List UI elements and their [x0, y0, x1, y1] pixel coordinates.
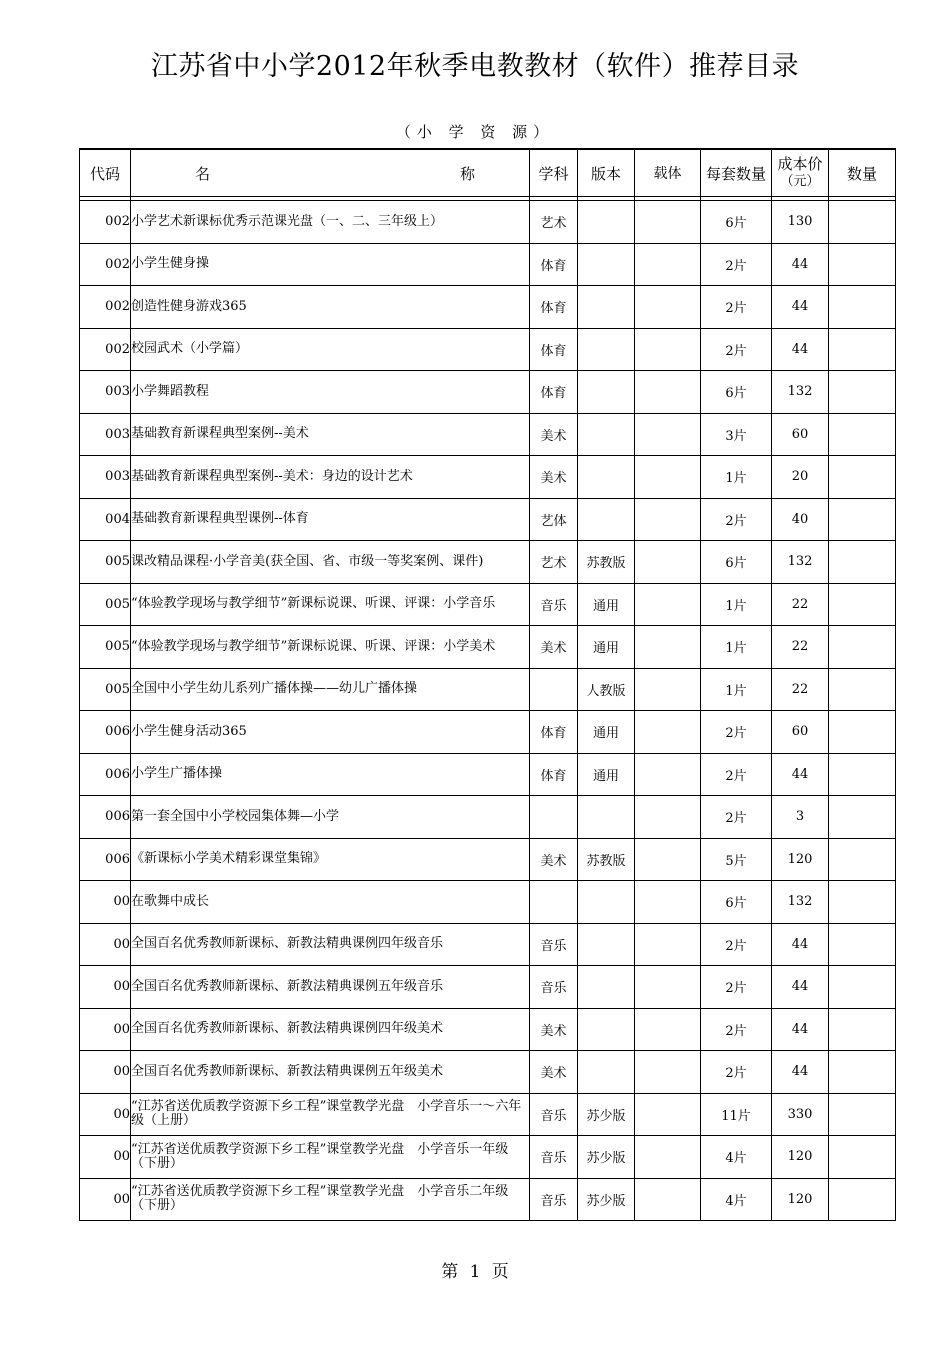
cell-name: 全国百名优秀教师新课标、新教法精典课例五年级音乐 — [131, 966, 530, 1009]
header-name-part1: 名 — [195, 164, 211, 183]
cell-edition — [578, 796, 635, 839]
cell-subject: 音乐 — [530, 583, 578, 626]
cell-medium — [635, 583, 701, 626]
cell-name: 全国百名优秀教师新课标、新教法精典课例四年级音乐 — [131, 923, 530, 966]
cell-set-count: 6片 — [701, 881, 772, 924]
cell-edition — [578, 881, 635, 924]
cell-cost: 3 — [772, 796, 829, 839]
cell-medium — [635, 456, 701, 499]
cell-subject: 艺体 — [530, 498, 578, 541]
cell-code: 00 — [80, 923, 131, 966]
table-row — [80, 966, 896, 1009]
cell-medium — [635, 881, 701, 924]
catalog-table — [79, 148, 896, 1221]
table-row — [80, 838, 896, 881]
cell-subject: 音乐 — [530, 966, 578, 1009]
cell-subject — [530, 881, 578, 924]
cell-quantity — [829, 838, 896, 881]
cell-subject — [530, 796, 578, 839]
cell-edition — [578, 1008, 635, 1051]
cell-medium — [635, 1136, 701, 1179]
table-row — [80, 498, 896, 541]
cell-cost: 120 — [772, 838, 829, 881]
cell-code: 006 — [80, 711, 131, 754]
cell-code: 002 — [80, 328, 131, 371]
cell-subject: 美术 — [530, 626, 578, 669]
cell-name: 校园武术（小学篇） — [131, 328, 530, 371]
cell-cost: 120 — [772, 1136, 829, 1179]
cell-medium — [635, 1008, 701, 1051]
cell-medium — [635, 371, 701, 414]
header-code: 代码 — [80, 149, 131, 197]
cell-quantity — [829, 626, 896, 669]
cell-code: 004 — [80, 498, 131, 541]
cell-edition — [578, 923, 635, 966]
cell-cost: 44 — [772, 753, 829, 796]
cell-code: 006 — [80, 796, 131, 839]
cell-set-count: 2片 — [701, 966, 772, 1009]
cell-quantity — [829, 1136, 896, 1179]
cell-code: 00 — [80, 1136, 131, 1179]
cell-subject — [530, 668, 578, 711]
cell-edition — [578, 286, 635, 329]
cell-name: 基础教育新课程典型案例--美术 — [131, 413, 530, 456]
cell-cost: 60 — [772, 711, 829, 754]
cell-cost: 22 — [772, 668, 829, 711]
cell-quantity — [829, 456, 896, 499]
cell-quantity — [829, 1178, 896, 1221]
cell-edition — [578, 413, 635, 456]
cell-edition — [578, 371, 635, 414]
cell-medium — [635, 413, 701, 456]
cell-edition: 苏教版 — [578, 541, 635, 584]
cell-subject: 音乐 — [530, 1136, 578, 1179]
cell-set-count: 1片 — [701, 583, 772, 626]
cell-medium — [635, 966, 701, 1009]
cell-subject: 体育 — [530, 243, 578, 286]
cell-medium — [635, 286, 701, 329]
cell-set-count: 11片 — [701, 1093, 772, 1136]
cell-set-count: 1片 — [701, 668, 772, 711]
table-row — [80, 1093, 896, 1136]
cell-cost: 44 — [772, 328, 829, 371]
cell-name: 在歌舞中成长 — [131, 881, 530, 924]
cell-subject: 体育 — [530, 328, 578, 371]
cell-set-count: 2片 — [701, 286, 772, 329]
header-cost — [772, 149, 829, 197]
cell-quantity — [829, 668, 896, 711]
table-row — [80, 541, 896, 584]
cell-code: 003 — [80, 371, 131, 414]
cell-name: 第一套全国中小学校园集体舞—小学 — [131, 796, 530, 839]
cell-name: “江苏省送优质教学资源下乡工程”课堂教学光盘 小学音乐二年级（下册） — [131, 1178, 530, 1221]
page-number: 第 1 页 — [441, 1262, 509, 1282]
cell-code: 00 — [80, 1178, 131, 1221]
cell-cost: 44 — [772, 286, 829, 329]
table-row — [80, 626, 896, 669]
cell-name: “体验教学现场与教学细节”新课标说课、听课、评课：小学美术 — [131, 626, 530, 669]
cell-set-count: 2片 — [701, 243, 772, 286]
cell-quantity — [829, 286, 896, 329]
cell-quantity — [829, 923, 896, 966]
cell-cost: 132 — [772, 371, 829, 414]
table-row — [80, 286, 896, 329]
cell-subject: 体育 — [530, 753, 578, 796]
cell-subject: 艺术 — [530, 541, 578, 584]
cell-medium — [635, 1051, 701, 1094]
cell-code: 002 — [80, 286, 131, 329]
cell-name: 基础教育新课程典型案例--美术：身边的设计艺术 — [131, 456, 530, 499]
cell-medium — [635, 626, 701, 669]
cell-code: 005 — [80, 583, 131, 626]
cell-quantity — [829, 796, 896, 839]
cell-edition — [578, 328, 635, 371]
cell-cost: 44 — [772, 1051, 829, 1094]
cell-quantity — [829, 1051, 896, 1094]
cell-quantity — [829, 583, 896, 626]
cell-cost: 40 — [772, 498, 829, 541]
cell-name: 小学舞蹈教程 — [131, 371, 530, 414]
cell-set-count: 2片 — [701, 753, 772, 796]
cell-subject: 美术 — [530, 413, 578, 456]
cell-set-count: 2片 — [701, 1051, 772, 1094]
cell-edition: 苏少版 — [578, 1093, 635, 1136]
table-row — [80, 668, 896, 711]
cell-subject: 体育 — [530, 371, 578, 414]
cell-name: “江苏省送优质教学资源下乡工程”课堂教学光盘 小学音乐一～六年级（上册） — [131, 1093, 530, 1136]
cell-set-count: 1片 — [701, 456, 772, 499]
cell-set-count: 6片 — [701, 371, 772, 414]
cell-name: “体验教学现场与教学细节”新课标说课、听课、评课：小学音乐 — [131, 583, 530, 626]
cell-set-count: 2片 — [701, 328, 772, 371]
header-quantity: 数量 — [829, 149, 896, 197]
cell-medium — [635, 328, 701, 371]
cell-cost: 20 — [772, 456, 829, 499]
cell-edition: 通用 — [578, 711, 635, 754]
table-row — [80, 1178, 896, 1221]
table-row — [80, 753, 896, 796]
cell-code: 00 — [80, 1008, 131, 1051]
table-row — [80, 881, 896, 924]
cell-edition — [578, 201, 635, 244]
cell-cost: 44 — [772, 966, 829, 1009]
table-row — [80, 243, 896, 286]
cell-cost: 44 — [772, 243, 829, 286]
cell-code: 00 — [80, 966, 131, 1009]
cell-set-count: 2片 — [701, 1008, 772, 1051]
table-row — [80, 711, 896, 754]
cell-medium — [635, 753, 701, 796]
cell-quantity — [829, 371, 896, 414]
table-row — [80, 1051, 896, 1094]
cell-edition: 苏少版 — [578, 1136, 635, 1179]
cell-subject: 美术 — [530, 456, 578, 499]
cell-subject: 艺术 — [530, 201, 578, 244]
cell-quantity — [829, 328, 896, 371]
header-subject: 学科 — [530, 149, 578, 197]
cell-subject: 体育 — [530, 711, 578, 754]
cell-code: 00 — [80, 1051, 131, 1094]
cell-medium — [635, 1093, 701, 1136]
cell-name: 小学生健身操 — [131, 243, 530, 286]
cell-set-count: 2片 — [701, 498, 772, 541]
header-medium: 载体 — [635, 149, 701, 197]
cell-edition: 通用 — [578, 753, 635, 796]
table-row — [80, 1008, 896, 1051]
cell-name: 全国中小学生幼儿系列广播体操——幼儿广播体操 — [131, 668, 530, 711]
cell-edition — [578, 456, 635, 499]
cell-name: 全国百名优秀教师新课标、新教法精典课例四年级美术 — [131, 1008, 530, 1051]
cell-code: 006 — [80, 838, 131, 881]
cell-set-count: 5片 — [701, 838, 772, 881]
table-row — [80, 328, 896, 371]
header-cost-label: 成本价 — [777, 155, 823, 173]
cell-name: 《新课标小学美术精彩课堂集锦》 — [131, 838, 530, 881]
cell-cost: 22 — [772, 626, 829, 669]
cell-cost: 330 — [772, 1093, 829, 1136]
cell-quantity — [829, 498, 896, 541]
cell-name: 全国百名优秀教师新课标、新教法精典课例五年级美术 — [131, 1051, 530, 1094]
cell-subject: 音乐 — [530, 1178, 578, 1221]
cell-edition: 人教版 — [578, 668, 635, 711]
header-name-part2: 称 — [459, 164, 475, 183]
table-row — [80, 201, 896, 244]
cell-quantity — [829, 243, 896, 286]
cell-cost: 132 — [772, 541, 829, 584]
cell-quantity — [829, 1008, 896, 1051]
cell-edition — [578, 498, 635, 541]
cell-edition: 苏教版 — [578, 838, 635, 881]
cell-subject: 美术 — [530, 1051, 578, 1094]
cell-edition — [578, 966, 635, 1009]
cell-name: 小学艺术新课标优秀示范课光盘（一、二、三年级上） — [131, 201, 530, 244]
cell-set-count: 4片 — [701, 1136, 772, 1179]
cell-cost: 132 — [772, 881, 829, 924]
cell-medium — [635, 541, 701, 584]
cell-edition: 苏少版 — [578, 1178, 635, 1221]
cell-quantity — [829, 966, 896, 1009]
cell-cost: 44 — [772, 923, 829, 966]
cell-quantity — [829, 753, 896, 796]
cell-medium — [635, 711, 701, 754]
table-row — [80, 456, 896, 499]
cell-edition: 通用 — [578, 583, 635, 626]
cell-subject: 音乐 — [530, 1093, 578, 1136]
cell-cost: 22 — [772, 583, 829, 626]
header-set-count: 每套数量 — [701, 149, 772, 197]
cell-name: 小学生广播体操 — [131, 753, 530, 796]
cell-medium — [635, 923, 701, 966]
cell-set-count: 2片 — [701, 711, 772, 754]
cell-cost: 120 — [772, 1178, 829, 1221]
table-row — [80, 583, 896, 626]
header-edition: 版本 — [578, 149, 635, 197]
header-cost-unit: （元） — [780, 174, 820, 189]
cell-cost: 130 — [772, 201, 829, 244]
cell-code: 003 — [80, 413, 131, 456]
page-title: 江苏省中小学2012年秋季电教教材（软件）推荐目录 — [150, 51, 800, 82]
cell-subject: 体育 — [530, 286, 578, 329]
cell-quantity — [829, 1093, 896, 1136]
cell-quantity — [829, 201, 896, 244]
cell-medium — [635, 838, 701, 881]
cell-set-count: 3片 — [701, 413, 772, 456]
cell-code: 005 — [80, 541, 131, 584]
cell-set-count: 6片 — [701, 201, 772, 244]
cell-code: 00 — [80, 1093, 131, 1136]
cell-name: 创造性健身游戏365 — [131, 286, 530, 329]
cell-name: 课改精品课程·小学音美(获全国、省、市级一等奖案例、课件) — [131, 541, 530, 584]
cell-code: 003 — [80, 456, 131, 499]
table-row — [80, 413, 896, 456]
cell-set-count: 4片 — [701, 1178, 772, 1221]
cell-cost: 60 — [772, 413, 829, 456]
cell-code: 002 — [80, 243, 131, 286]
cell-medium — [635, 201, 701, 244]
cell-set-count: 6片 — [701, 541, 772, 584]
page-subtitle: （小 学 资 源） — [395, 123, 555, 141]
cell-cost: 44 — [772, 1008, 829, 1051]
cell-quantity — [829, 413, 896, 456]
cell-name: 小学生健身活动365 — [131, 711, 530, 754]
table-row — [80, 796, 896, 839]
cell-medium — [635, 796, 701, 839]
cell-code: 005 — [80, 668, 131, 711]
cell-edition — [578, 1051, 635, 1094]
table-row — [80, 1136, 896, 1179]
cell-quantity — [829, 541, 896, 584]
cell-name: “江苏省送优质教学资源下乡工程”课堂教学光盘 小学音乐一年级（下册） — [131, 1136, 530, 1179]
cell-subject: 美术 — [530, 1008, 578, 1051]
table-body — [80, 201, 896, 1221]
header-name — [131, 149, 530, 197]
cell-medium — [635, 1178, 701, 1221]
cell-edition — [578, 243, 635, 286]
cell-subject: 音乐 — [530, 923, 578, 966]
cell-edition: 通用 — [578, 626, 635, 669]
table-row — [80, 371, 896, 414]
cell-medium — [635, 498, 701, 541]
header-row — [80, 149, 896, 197]
cell-code: 006 — [80, 753, 131, 796]
cell-quantity — [829, 881, 896, 924]
cell-code: 005 — [80, 626, 131, 669]
table-row — [80, 923, 896, 966]
cell-medium — [635, 668, 701, 711]
cell-set-count: 2片 — [701, 923, 772, 966]
cell-code: 00 — [80, 881, 131, 924]
cell-set-count: 2片 — [701, 796, 772, 839]
cell-name: 基础教育新课程典型课例--体育 — [131, 498, 530, 541]
cell-subject: 美术 — [530, 838, 578, 881]
cell-medium — [635, 243, 701, 286]
cell-set-count: 1片 — [701, 626, 772, 669]
cell-code: 002 — [80, 201, 131, 244]
cell-quantity — [829, 711, 896, 754]
